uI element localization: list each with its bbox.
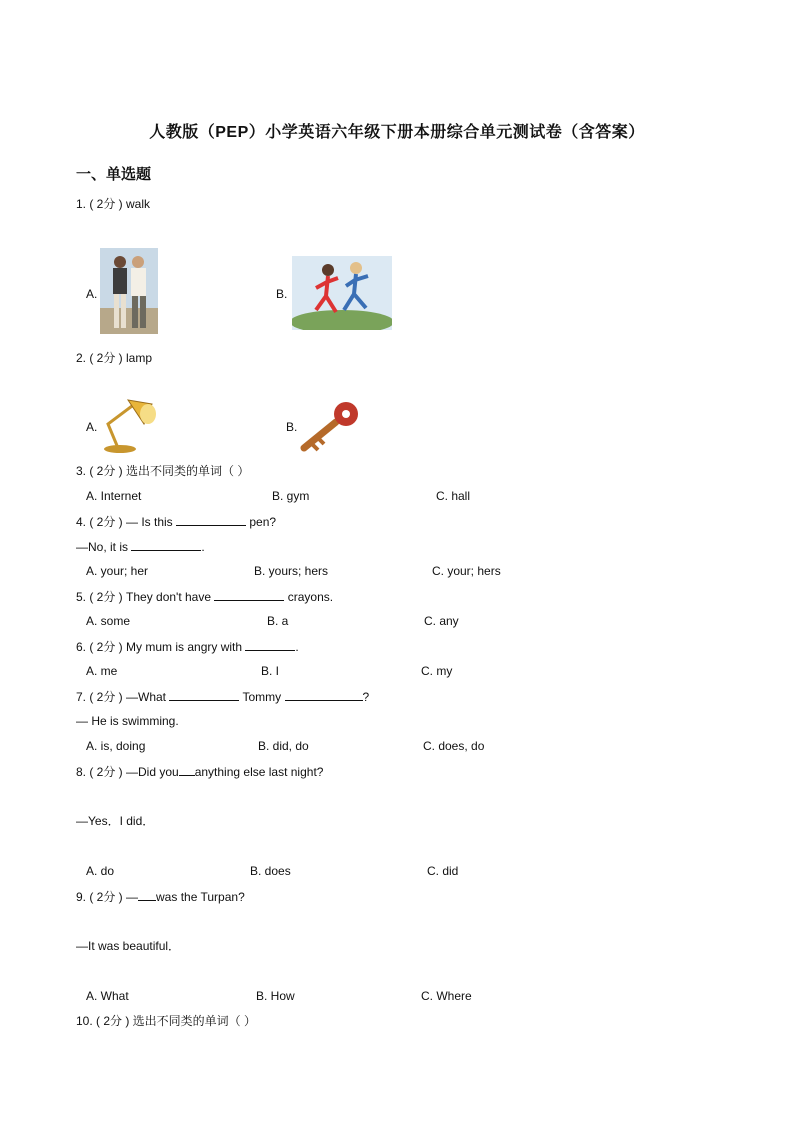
q4-stem-part1: 4. ( 2分 ) — Is this [76,515,173,529]
couple-walking-image [100,248,158,334]
question-6-stem [76,639,299,654]
question-4-stem [76,514,276,529]
q3-option-c: C. hall [436,489,471,503]
q7-stem-part2: Tommy [242,690,282,704]
q1-option-a-label: A. [86,287,98,301]
q4-response-line [76,539,205,554]
q2-option-b-label: B. [286,420,298,434]
q2-option-a-label: A. [86,420,98,434]
q4-option-c: C. your; hers [432,564,501,578]
q4-option-b: B. yours; hers [254,564,329,578]
question-10-stem: 10. ( 2分 ) 选出不同类的单词（ ） [76,1014,257,1028]
q9-stem-part1: 9. ( 2分 ) — [76,890,139,904]
q7-option-b: B. did, do [258,739,309,753]
q7-response-line: — He is swimming. [76,714,179,728]
q6-option-a: A. me [86,664,118,678]
q9-option-c: C. Where [421,989,472,1003]
q5-option-b: B. a [267,614,289,628]
q6-blank [245,639,295,651]
q5-blank [214,589,284,601]
q8-stem-part2: anything else last night? [194,765,324,779]
q7-option-c: C. does, do [423,739,485,753]
q1-option-b-label: B. [276,287,288,301]
question-1-stem: 1. ( 2分 ) walk [76,197,151,211]
q8-option-c: C. did [427,864,459,878]
q7-blank-2 [285,689,363,701]
people-running-image [292,256,392,330]
section-heading: 一、单选题 [76,166,152,183]
q8-option-a: A. do [86,864,115,878]
question-3-stem: 3. ( 2分 ) 选出不同类的单词（ ） [76,464,250,478]
question-2-stem: 2. ( 2分 ) lamp [76,351,153,365]
q8-response-line: —Yes．I did． [76,814,155,828]
q6-stem-part2: . [295,640,299,654]
q4-response-part2: . [201,540,205,554]
q3-option-a: A. Internet [86,489,142,503]
q9-option-b: B. How [256,989,295,1003]
q6-option-c: C. my [421,664,453,678]
q5-option-a: A. some [86,614,131,628]
question-5-stem [76,589,333,604]
q9-response-line: —It was beautiful． [76,939,181,953]
q5-option-c: C. any [424,614,459,628]
q5-stem-part2: crayons. [287,590,334,604]
q4-option-a: A. your; her [86,564,149,578]
q4-stem-part2: pen? [249,515,277,529]
q9-blank [138,889,156,901]
q9-option-a: A. What [86,989,129,1003]
q4-blank-2 [131,539,201,551]
q5-stem-part1: 5. ( 2分 ) They don't have [76,590,212,604]
question-8-stem [76,764,323,779]
q7-blank-1 [169,689,239,701]
q7-option-a: A. is, doing [86,739,146,753]
key-image [300,400,364,454]
desk-lamp-image [98,394,160,454]
q8-option-b: B. does [250,864,291,878]
q8-stem-part1: 8. ( 2分 ) —Did you [76,765,179,779]
question-9-stem [76,889,245,904]
q6-option-b: B. I [261,664,280,678]
q6-stem-part1: 6. ( 2分 ) My mum is angry with [76,640,243,654]
q7-stem-part3: ? [362,690,370,704]
q8-blank [179,764,195,776]
page-title: 人教版（PEP）小学英语六年级下册本册综合单元测试卷（含答案） [149,124,645,141]
q4-response-part1: —No, it is [76,540,129,554]
q3-option-b: B. gym [272,489,310,503]
q9-stem-part2: was the Turpan? [156,890,245,904]
q7-stem-part1: 7. ( 2分 ) —What [76,690,167,704]
q4-blank-1 [176,514,246,526]
question-7-stem [76,689,369,704]
